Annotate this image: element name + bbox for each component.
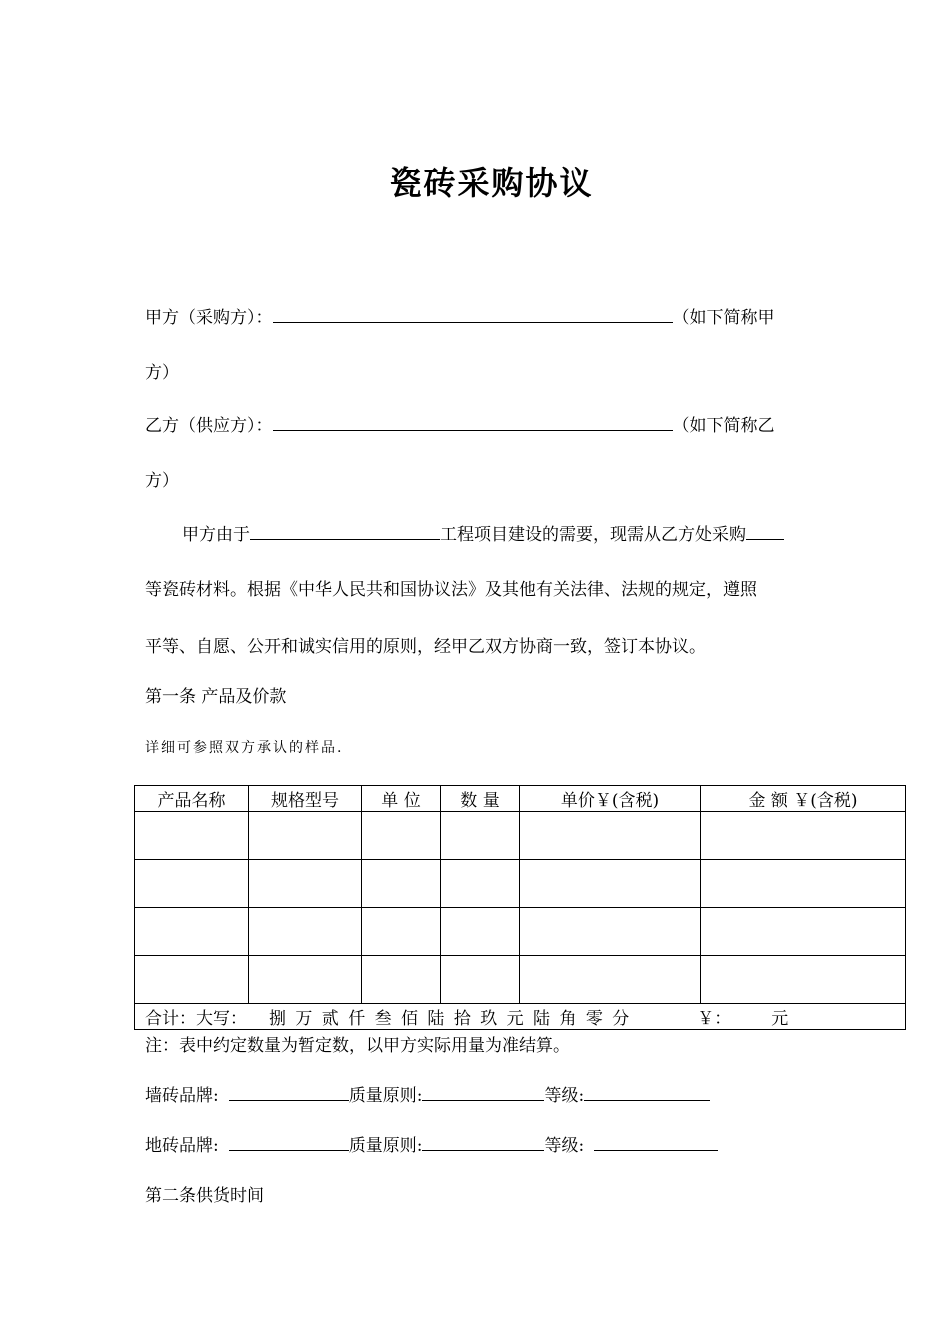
intro-line-1 <box>182 520 784 547</box>
table-cell[interactable] <box>441 956 520 1004</box>
product-table <box>134 785 906 1030</box>
table-cell[interactable] <box>249 956 362 1004</box>
wall-brand-label: 墙砖品牌: <box>145 1086 219 1106</box>
party-a-blank[interactable] <box>273 303 673 323</box>
floor-brand-label: 地砖品牌: <box>145 1136 219 1156</box>
party-a-label: 甲方（采购方）： <box>145 308 273 328</box>
table-cell[interactable] <box>701 860 906 908</box>
table-cell[interactable] <box>249 860 362 908</box>
total-label: 合计：大写： <box>145 1009 247 1029</box>
intro-part1: 甲方由于 <box>182 525 250 545</box>
floor-grade-label: 等级: <box>544 1136 585 1156</box>
article-2-heading: 第二条供货时间 <box>145 1186 264 1206</box>
table-cell[interactable] <box>249 812 362 860</box>
table-cell[interactable] <box>135 908 249 956</box>
table-cell[interactable] <box>249 908 362 956</box>
table-cell[interactable] <box>520 956 701 1004</box>
table-cell[interactable] <box>362 956 441 1004</box>
intro-line-2: 等瓷砖材料。根据《中华人民共和国协议法》及其他有关法律、法规的规定，遵照 <box>145 580 757 600</box>
table-cell[interactable] <box>701 908 906 956</box>
party-b-blank[interactable] <box>273 411 673 431</box>
floor-quality-label: 质量原则: <box>348 1136 423 1156</box>
wall-brand-blank[interactable] <box>229 1084 349 1101</box>
page-title: 瓷砖采购协议 <box>389 164 594 202</box>
party-a-wrap: 方） <box>145 363 179 383</box>
table-cell[interactable] <box>362 908 441 956</box>
floor-brand-blank[interactable] <box>229 1134 349 1151</box>
intro-part2: 工程项目建设的需要，现需从乙方处采购 <box>440 525 746 545</box>
intro-line-3: 平等、自愿、公开和诚实信用的原则，经甲乙双方协商一致，签订本协议。 <box>145 637 706 657</box>
header-spec: 规格型号 <box>249 786 362 812</box>
project-name-blank[interactable] <box>250 520 440 540</box>
table-cell[interactable] <box>701 956 906 1004</box>
article-1-note: 详细可参照双方承认的样品. <box>145 740 344 756</box>
total-yen: ￥： <box>697 1009 732 1029</box>
party-b-line <box>145 411 775 438</box>
table-note: 注：表中约定数量为暂定数，以甲方实际用量为准结算。 <box>145 1036 570 1056</box>
total-units: 捌 万 贰 仟 叁 佰 陆 拾 玖 元 陆 角 零 分 <box>269 1009 632 1029</box>
wall-quality-blank[interactable] <box>422 1084 544 1101</box>
article-1-heading: 第一条 产品及价款 <box>145 687 287 707</box>
table-cell[interactable] <box>441 908 520 956</box>
header-quantity: 数 量 <box>441 786 520 812</box>
party-a-suffix: （如下简称甲 <box>672 308 775 328</box>
table-cell[interactable] <box>362 812 441 860</box>
party-b-suffix: （如下简称乙 <box>672 416 775 436</box>
party-a-line <box>145 303 775 330</box>
table-row <box>135 956 906 1004</box>
wall-grade-blank[interactable] <box>584 1084 710 1101</box>
floor-tile-line <box>145 1134 718 1158</box>
table-cell[interactable] <box>135 860 249 908</box>
header-unit-price: 单价￥(含税) <box>520 786 701 812</box>
total-cell <box>135 1004 906 1030</box>
table-cell[interactable] <box>135 812 249 860</box>
table-cell[interactable] <box>520 812 701 860</box>
table-cell[interactable] <box>362 860 441 908</box>
material-blank[interactable] <box>746 520 784 540</box>
table-cell[interactable] <box>135 956 249 1004</box>
table-header-row <box>135 786 906 812</box>
table-row <box>135 860 906 908</box>
wall-quality-label: 质量原则: <box>348 1086 423 1106</box>
table-cell[interactable] <box>520 908 701 956</box>
header-unit: 单 位 <box>362 786 441 812</box>
party-b-label: 乙方（供应方）： <box>145 416 273 436</box>
table-cell[interactable] <box>441 860 520 908</box>
header-amount: 金 额 ￥(含税) <box>701 786 906 812</box>
wall-tile-line <box>145 1084 710 1108</box>
table-row <box>135 812 906 860</box>
floor-grade-blank[interactable] <box>594 1134 718 1151</box>
table-row <box>135 908 906 956</box>
floor-quality-blank[interactable] <box>422 1134 544 1151</box>
table-cell[interactable] <box>520 860 701 908</box>
header-product-name: 产品名称 <box>135 786 249 812</box>
table-total-row <box>135 1004 906 1030</box>
party-b-wrap: 方） <box>145 471 179 491</box>
total-yuan: 元 <box>771 1009 789 1029</box>
wall-grade-label: 等级: <box>544 1086 585 1106</box>
table-cell[interactable] <box>441 812 520 860</box>
table-cell[interactable] <box>701 812 906 860</box>
